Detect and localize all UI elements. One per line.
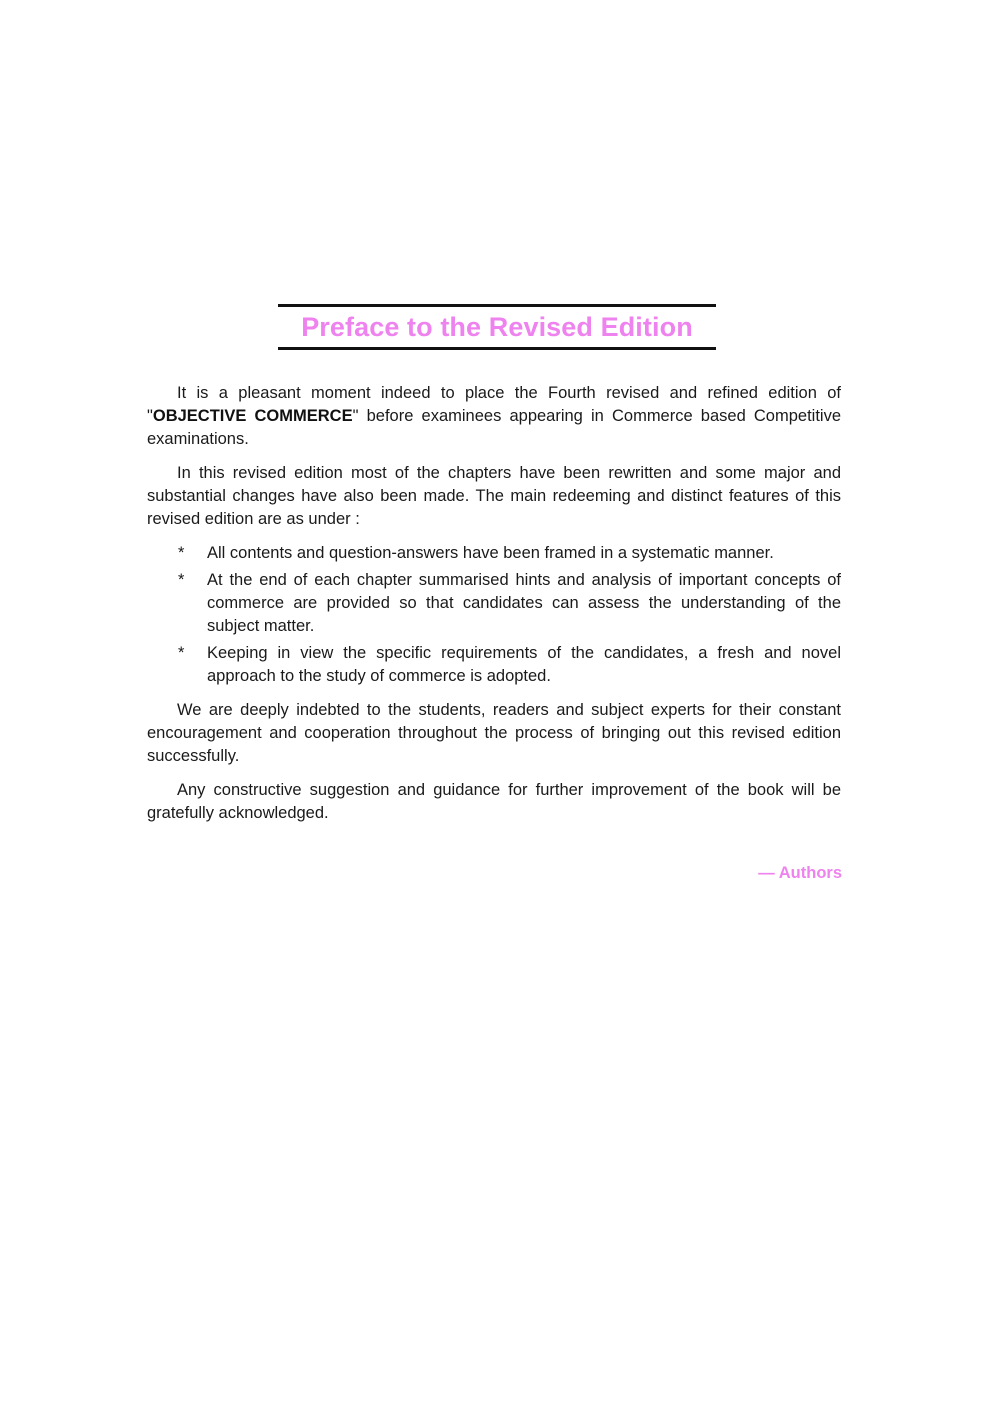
asterisk-bullet-icon: * [178, 571, 185, 589]
paragraph-intro-start: It is a pleasant moment indeed to place the Fourth revised and refined edition of " [147, 384, 841, 425]
asterisk-bullet-icon: * [178, 644, 185, 662]
book-title-emphasis: OBJECTIVE COMMERCE [152, 407, 353, 425]
list-item [147, 642, 841, 688]
paragraph-intro [147, 382, 841, 451]
page-title: Preface to the Revised Edition [301, 311, 693, 342]
paragraph-intro-end: " before examinees appearing in Commerce based Competitive examinations. [147, 407, 842, 448]
paragraph-thanks: We are deeply indebted to the students, readers and subject experts for their constant encouragement and cooperation throughout the process of bringing out this revised edition successfully. [147, 701, 841, 765]
paragraph-changes: In this revised edition most of the chapters have been rewritten and some major and substantial changes have also been made. The main redeeming and distinct features of this revised edition are as under : [147, 464, 841, 528]
preface-body [147, 382, 841, 836]
title-block [278, 304, 716, 350]
list-item-text: At the end of each chapter summarised hints and analysis of important concepts of commerce are provided so that candidates can assess the understanding of the subject matter. [207, 571, 841, 635]
signature: — Authors [758, 864, 842, 882]
list-item [147, 569, 841, 638]
paragraph-suggestions: Any constructive suggestion and guidance for further improvement of the book will be gratefully acknowledged. [147, 781, 841, 822]
features-list [147, 542, 841, 688]
list-item-text: All contents and question-answers have been framed in a systematic manner. [207, 544, 774, 562]
list-item-text: Keeping in view the specific requirements of the candidates, a fresh and novel approach to the study of commerce is adopted. [207, 644, 841, 685]
list-item [147, 542, 841, 565]
asterisk-bullet-icon: * [178, 544, 185, 562]
